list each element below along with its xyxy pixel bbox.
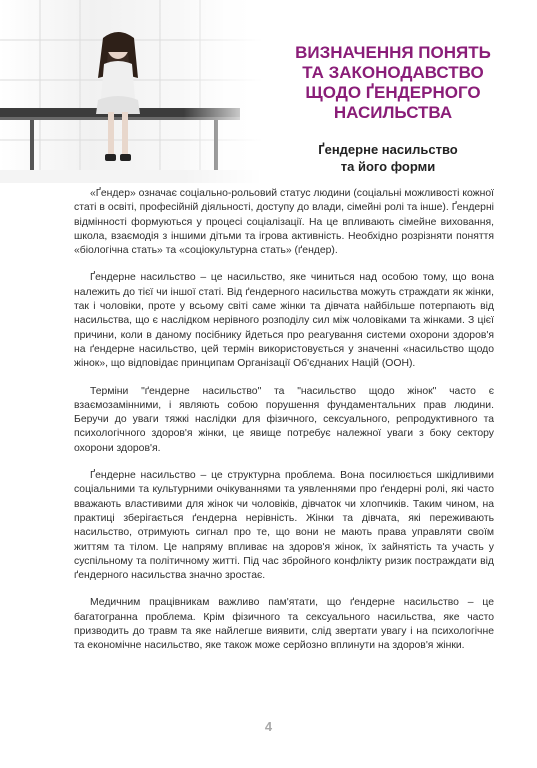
title-line: ТА ЗАКОНОДАВСТВО xyxy=(302,63,484,82)
section-subtitle xyxy=(290,141,486,175)
title-line: ВИЗНАЧЕННЯ ПОНЯТЬ xyxy=(295,43,491,62)
header-photo xyxy=(0,0,262,183)
page-title xyxy=(268,43,518,123)
page-number: 4 xyxy=(264,719,273,734)
paragraph: Медичним працівникам важливо пам'ятати, що ґендерне насильство – це багатогранна проблема. Крім фізичного та сексуального насильства, яке часто призводить до травм та яке найлегше виявити, слід звертати увагу і на психологічне та економічне насильство, яке також може серйозно вплинути на здоров'я жінки. xyxy=(74,597,494,652)
title-line: ЩОДО ҐЕНДЕРНОГО xyxy=(305,83,481,102)
paragraph: Ґендерне насильство – це структурна проблема. Вона посилюється шкідливими соціальними та культурними очікуваннями та уявленнями про ґендерні ролі, які часто вважають властивими для жінок чи чоловіків, дівчаток чи хлопчиків. Таким чином, на практиці зберігається ґендерна нерівність. Жінки та дівчата, які переживають насильство, отримують сигнал про те, що вони не мають права управляти своїм життям та тілом. Це напряму впливає на здоров'я жінок, їх зайнятість та участь у суспільному та політичному житті. Під час збройного конфлікту ризик постраждати від ґендерного насильства значно зростає. xyxy=(74,470,494,582)
paragraph: Терміни "ґендерне насильство" та "насильство щодо жінок" часто є взаємозамінними, і являють собою порушення фундаментальних прав людини. Беручи до уваги тяжкі наслідки для фізичного, сексуального, репродуктивного та психологічного здоров'я жінки, це явище потребує належної уваги з боку сектору охорони здоров'я. xyxy=(74,385,494,454)
subtitle-line: Ґендерне насильство xyxy=(318,142,458,157)
title-line: НАСИЛЬСТВА xyxy=(333,103,453,122)
body-text xyxy=(74,187,494,667)
woman-on-bench-photo xyxy=(0,0,262,183)
subtitle-line: та його форми xyxy=(340,159,436,174)
paragraph: «Ґендер» означає соціально-рольовий статус людини (соціальні можливості кожної статі в освіті, професійній діяльності, доступу до влади, сімейні ролі та інше). Ґендерні відмінності формуються у процесі соціалізації. На це впливають сімейне виховання, школа, взаємодія з іншими дітьми та ігрова активність. Необхідно розрізняти поняття «біологічна стать» та «соціокультурна стать» (ґендер). xyxy=(74,188,494,257)
paragraph: Ґендерне насильство – це насильство, яке чиниться над особою тому, що вона належить до тієї чи іншої статі. Від ґендерного насильства можуть страждати як жінки, так і чоловіки, проте у всьому світі саме жінки та дівчата найбільше потерпають від насильства, що є наслідком нерівного розподілу сил між чоловіками та жінками. З цієї причини, коли в даному посібнику йдеться про реагування системи охорони здоров'я на ґендерне насильство, цей термін використовується у значенні «насильство щодо жінок», що відповідає принципам Організації Об'єднаних Націй (ООН). xyxy=(74,272,494,370)
